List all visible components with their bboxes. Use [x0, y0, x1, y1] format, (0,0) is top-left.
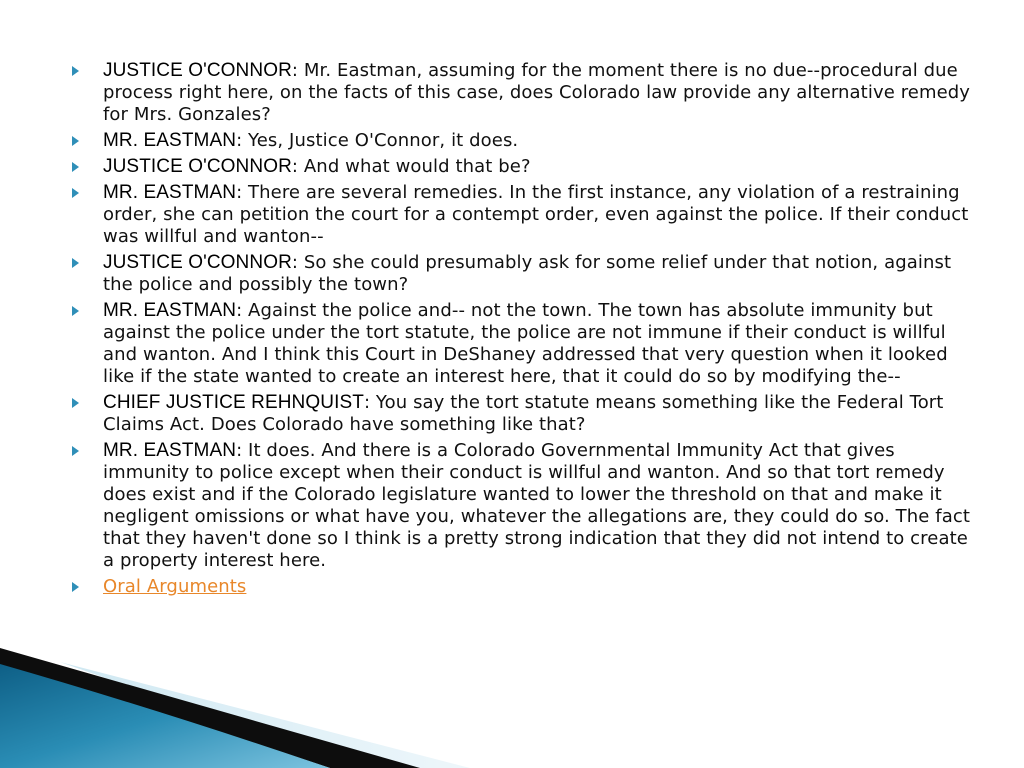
bullet-item-link	[72, 576, 972, 598]
wave-black-band	[0, 648, 420, 768]
speaker-name: CHIEF JUSTICE REHNQUIST	[103, 392, 364, 413]
bullet-item	[72, 300, 972, 388]
triangle-bullet-icon	[72, 582, 79, 592]
bullet-item	[72, 130, 972, 152]
bullet-item	[72, 156, 972, 178]
triangle-bullet-icon	[72, 66, 79, 76]
triangle-bullet-icon	[72, 136, 79, 146]
speaker-name: MR. EASTMAN	[103, 440, 237, 461]
bullet-list	[72, 60, 972, 598]
speaker-name: MR. EASTMAN	[103, 182, 237, 203]
triangle-bullet-icon	[72, 306, 79, 316]
bullet-item	[72, 440, 972, 572]
speaker-name: JUSTICE O'CONNOR	[103, 252, 292, 273]
bullet-item	[72, 60, 972, 126]
wave-light-band	[60, 662, 470, 768]
oral-arguments-link[interactable]: Oral Arguments	[103, 576, 247, 597]
bullet-text: : It does. And there is a Colorado Governmental Immunity Act that gives immunity to police except when their conduct is willful and wanton. And so that tort remedy does exist and if the Colorado legislature wanted to lower the threshold on that and make it negligent omissions or what have you, whatever the allegations are, they could do so. The fact that they haven't done so I think is a pretty strong indication that they did not intend to create a property interest here.	[103, 440, 970, 571]
bullet-item	[72, 392, 972, 436]
speaker-name: MR. EASTMAN	[103, 130, 237, 151]
bullet-text: : Against the police and-- not the town. The town has absolute immunity but against the police under the tort statute, the police are not immune if their conduct is willful and wanton. And I think this Court in DeShaney addressed that very question when it looked like if the state wanted to create an interest here, that it could do so by modifying the--	[103, 300, 948, 387]
bullet-item	[72, 182, 972, 248]
triangle-bullet-icon	[72, 162, 79, 172]
bullet-text: : And what would that be?	[291, 156, 531, 177]
bullet-text: : Mr. Eastman, assuming for the moment there is no due--procedural due process right here, on the facts of this case, does Colorado law provide any alternative remedy for Mrs. Gonzales?	[103, 60, 971, 125]
slide-content	[72, 60, 972, 602]
bullet-text: : Yes, Justice O'Connor, it does.	[236, 130, 519, 151]
wave-blue-band	[0, 664, 330, 768]
triangle-bullet-icon	[72, 258, 79, 268]
speaker-name: JUSTICE O'CONNOR	[103, 60, 292, 81]
bullet-text: : So she could presumably ask for some relief under that notion, against the police and possibly the town?	[103, 252, 952, 295]
bullet-item	[72, 252, 972, 296]
bullet-text: : There are several remedies. In the first instance, any violation of a restraining order, she can petition the court for a contempt order, even against the police. If their conduct was willful and wanton--	[103, 182, 969, 247]
triangle-bullet-icon	[72, 446, 79, 456]
speaker-name: JUSTICE O'CONNOR	[103, 156, 292, 177]
speaker-name: MR. EASTMAN	[103, 300, 237, 321]
triangle-bullet-icon	[72, 188, 79, 198]
triangle-bullet-icon	[72, 398, 79, 408]
bullet-text: : You say the tort statute means something like the Federal Tort Claims Act. Does Colorado have something like that?	[103, 392, 944, 435]
